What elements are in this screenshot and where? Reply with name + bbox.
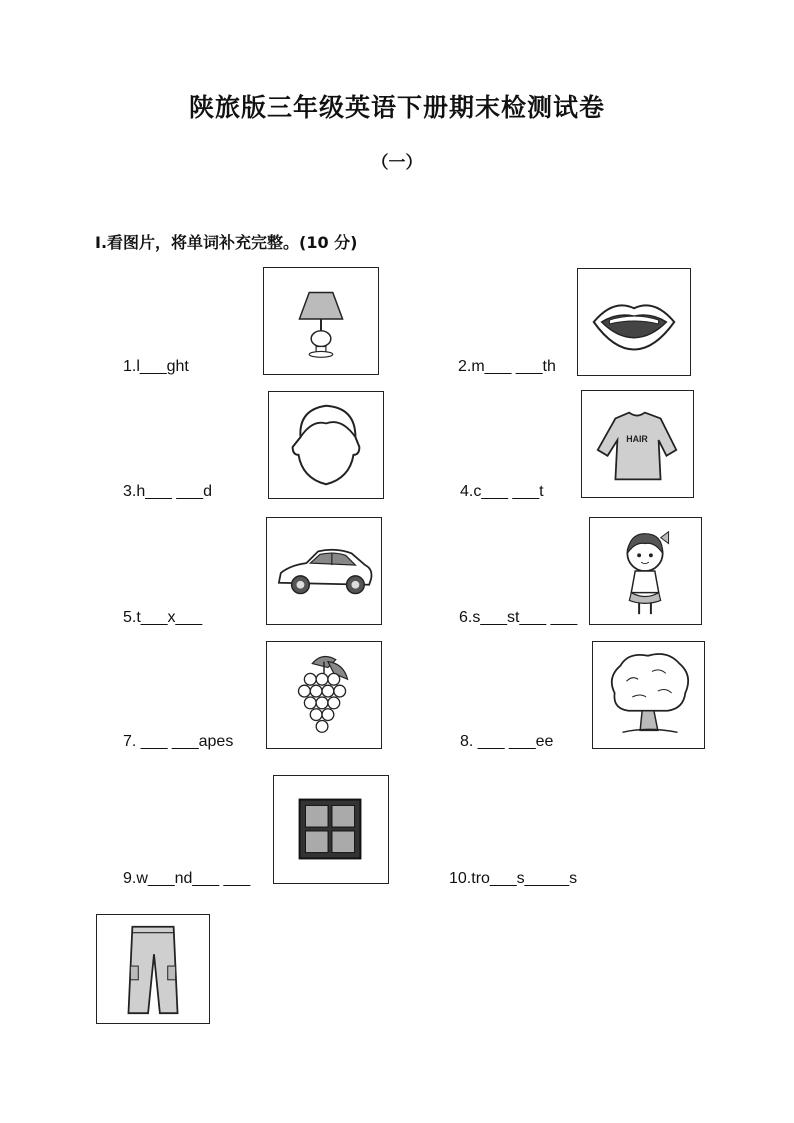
question-9: 9.w___nd___ ___: [123, 870, 251, 887]
question-2: 2.m___ ___th: [458, 358, 556, 375]
question-1: 1.l___ght: [123, 358, 189, 375]
question-5: 5.t___x___: [123, 609, 203, 626]
question-6: 6.s___st___ ___: [459, 609, 578, 626]
tree-icon: [592, 641, 705, 749]
head-icon: [268, 391, 384, 499]
shirt-print-text: HAIR: [626, 434, 648, 445]
grapes-icon: [266, 641, 382, 749]
question-4: 4.c___ ___t: [460, 483, 544, 500]
coat-icon: [581, 390, 694, 498]
window-icon: [273, 775, 389, 884]
sister-icon: [589, 517, 702, 625]
question-10: 10.tro___s_____s: [449, 870, 578, 887]
question-3: 3.h___ ___d: [123, 483, 212, 500]
section-heading: I.看图片，将单词补充完整。(10 分): [95, 233, 358, 252]
page-title: 陕旅版三年级英语下册期末检测试卷: [188, 93, 605, 122]
lamp-icon: [263, 267, 379, 375]
page-subtitle: （一）: [371, 153, 423, 173]
question-8: 8. ___ ___ee: [460, 733, 554, 750]
question-7: 7. ___ ___apes: [123, 733, 234, 750]
taxi-icon: [266, 517, 382, 625]
trousers-icon: [96, 914, 210, 1024]
mouth-icon: [577, 268, 691, 376]
